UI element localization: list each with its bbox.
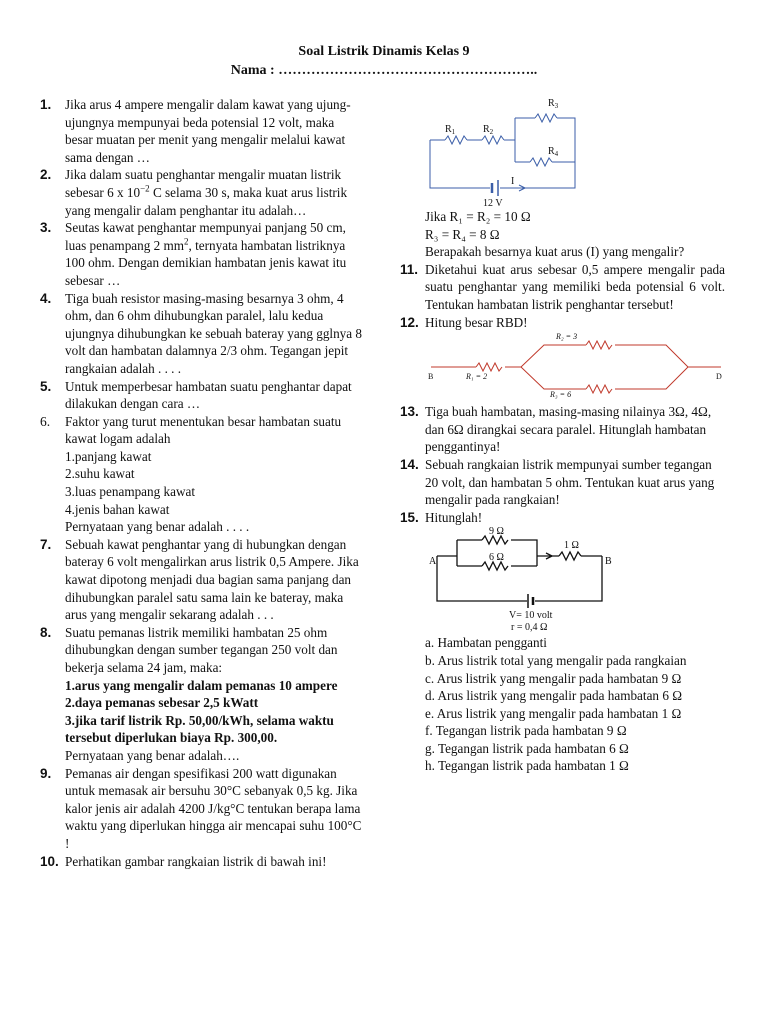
internal-resistance-label: r = 0,4 Ω [511,622,548,634]
r1-label: $R_1$ [445,124,456,136]
r2-label: R₂ = 3 [556,332,578,342]
question-13 [400,403,725,456]
question-15 [400,509,725,527]
question-text: Jika dalam suatu penghantar mengalir muatan listrik sebesar 6 x 10 [65,167,342,200]
question-5 [40,378,362,413]
question-number: 14. [400,456,419,472]
left-column [40,96,362,870]
question-number: 3. [40,220,52,236]
r9-label: 9 Ω [489,526,504,538]
q15-subquestions [400,634,725,775]
question-number: 5. [40,378,52,394]
q12-circuit-diagram [426,331,726,403]
question-number: 1. [40,97,52,112]
given-line: R₃ = R₄ = 8 Ω [425,226,500,242]
question-number: 9. [40,765,52,781]
statement-item: 1.arus yang mengalir dalam pemanas 10 ampere [65,677,338,693]
question-text: Suatu pemanas listrik memiliki hambatan 25 ohm dihubungkan dengan sumber tegangan 250 volt dan bekerja selama 24 jam, maka: [65,624,338,675]
name-field-line: Nama : ……………………………………………….. [230,63,538,78]
node-b-label: B [428,372,434,382]
statement-item: 2.suhu kawat [65,466,135,482]
question-number: 13. [400,404,419,420]
subquestion-item: c. Arus listrik yang mengalir pada hambatan 9 Ω [425,670,682,686]
q10-given [400,208,725,261]
question-number: 10. [40,853,59,869]
question-text: Sebuah kawat penghantar yang di hubungkan dengan bateray 6 volt mengalirkan arus listrik 0,5 Ampere. Jika kawat dipotong menjadi dua bagian sama panjang dan dihubungkan paralel satu sama lain ke bateray, maka arus yang mengalir sekarang adalah . . . [65,536,359,623]
question-ask: Berapakah besarnya kuat arus (I) yang mengalir? [425,244,685,260]
question-number: 4. [40,290,52,306]
node-d-label: D [716,372,722,382]
question-7 [40,536,362,624]
q10-circuit-diagram [425,96,595,208]
subquestion-item: h. Tegangan listrik pada hambatan 1 Ω [425,758,629,774]
r1-label: 1 Ω [564,540,579,552]
question-14 [400,456,725,509]
question-number: 2. [40,167,52,183]
question-6 [40,413,362,536]
subquestion-item: e. Arus listrik yang mengalir pada hambatan 1 Ω [425,705,682,721]
r2-label: $R_2$ [483,124,494,136]
right-column [400,96,725,775]
question-11 [400,261,725,314]
r3-label: $R_3$ [548,98,559,110]
statement-item: 3.luas penampang kawat [65,484,196,500]
voltage-label: 12 V [483,198,503,208]
question-text: Tiga buah resistor masing-masing besarnya 3 ohm, 4 ohm, dan 6 ohm dihubungkan paralel, lalu kedua ujungnya dihubungkan ke sebuah bateray yang gglnya 8 volt dan hambatan dalamnya 2/3 ohm. Tegangan jepit rangkaian adalah . . . . [65,290,363,376]
subquestion-item: g. Tegangan listrik pada hambatan 6 Ω [425,740,629,756]
question-10 [40,853,405,871]
question-number: 6. [40,413,51,429]
r4-label: $R_4$ [548,146,559,158]
question-closing: Pernyataan yang benar adalah…. [65,747,240,763]
question-number: 8. [40,624,52,640]
statement-item: 4.jenis bahan kawat [65,501,170,517]
r6-label: 6 Ω [489,552,504,564]
question-text: Faktor yang turut menentukan besar hambatan suatu kawat logam adalah [65,413,342,447]
question-9 [40,765,362,853]
exponent: −2 [140,183,150,194]
question-closing: Pernyataan yang benar adalah . . . . [65,519,250,535]
question-text: Untuk memperbesar hambatan suatu penghantar dapat dilakukan dengan cara … [65,378,352,412]
question-text: Tiga buah hambatan, masing-masing nilainya 3Ω, 4Ω, dan 6Ω dirangkai secara paralel. Hitunglah hambatan penggantinya! [425,404,712,455]
question-text: Hitung besar RBD! [425,314,528,330]
question-number: 11. [400,261,419,277]
current-label: I [511,176,515,187]
question-text: Diketahui kuat arus sebesar 0,5 ampere mengalir pada suatu penghantar yang memiliki beda potensial 6 volt. Tentukan hambatan listrik penghantar tersebut! [425,261,725,312]
question-number: 7. [40,536,52,552]
page-title: Soal Listrik Dinamis Kelas 9 [298,44,470,59]
question-text: Sebuah rangkaian listrik mempunyai sumber tegangan 20 volt, dan hambatan 5 ohm. Tentukan kuat arus yang mengalir pada rangkaian! [425,456,715,508]
question-text: Jika arus 4 ampere mengalir dalam kawat yang ujung-ujungnya mempunyai beda potensial 12 volt, maka besar muatan per menit yang mengalir melalui kawat sama dengan … [65,97,351,165]
question-3 [40,219,362,289]
statement-item: 2.daya pemanas sebesar 2,5 kWatt [65,695,259,711]
question-1 [40,96,362,166]
question-12 [400,314,725,332]
node-b-label: B [605,556,612,568]
question-2 [40,166,362,219]
node-a-label: A [429,556,437,568]
subquestion-item: d. Arus listrik yang mengalir pada hambatan 6 Ω [425,688,683,704]
subquestion-item: f. Tegangan listrik pada hambatan 9 Ω [425,723,627,739]
question-text: Pemanas air dengan spesifikasi 200 watt digunakan untuk memasak air bersuhu 30°C sebanyak 0,5 kg. Jika kalor jenis air adalah 4200 J/kg°C tentukan berapa lama waktu yang diperlukan hingga air mencapai suhu 100°C ! [65,765,362,851]
question-text: Perhatikan gambar rangkaian listrik di bawah ini! [65,853,327,869]
question-number: 12. [400,314,419,330]
question-8 [40,624,362,765]
q15-circuit-diagram [427,526,647,634]
subquestion-item: a. Hambatan pengganti [425,635,547,651]
r3-label: R₃ = 6 [550,390,572,400]
r1-label: R₁ = 2 [466,372,488,382]
question-4 [40,290,362,378]
statement-item: 3.jika tarif listrik Rp. 50,00/kWh, selama waktu tersebut diperlukan biaya Rp. 300,00. [65,712,334,746]
statement-item: 1.panjang kawat [65,448,152,464]
exponent: 2 [184,236,189,247]
question-text-cont: C selama 30 s, maka kuat arus listrik yang mengalir dalam penghantar itu adalah… [65,184,348,218]
given-line: Jika R₁ = R₂ = 10 Ω [425,209,531,224]
source-voltage-label: V= 10 volt [509,610,553,622]
question-number: 15. [400,509,419,525]
question-text: Hitunglah! [425,509,483,525]
question-text: Seutas kawat penghantar mempunyai panjang 50 cm, luas penampang 2 mm [65,220,346,253]
subquestion-item: b. Arus listrik total yang mengalir pada rangkaian [425,652,687,668]
question-text-cont: , ternyata hambatan listriknya 100 ohm. Dengan demikian hambatan jenis kawat itu sebesar … [65,237,347,288]
